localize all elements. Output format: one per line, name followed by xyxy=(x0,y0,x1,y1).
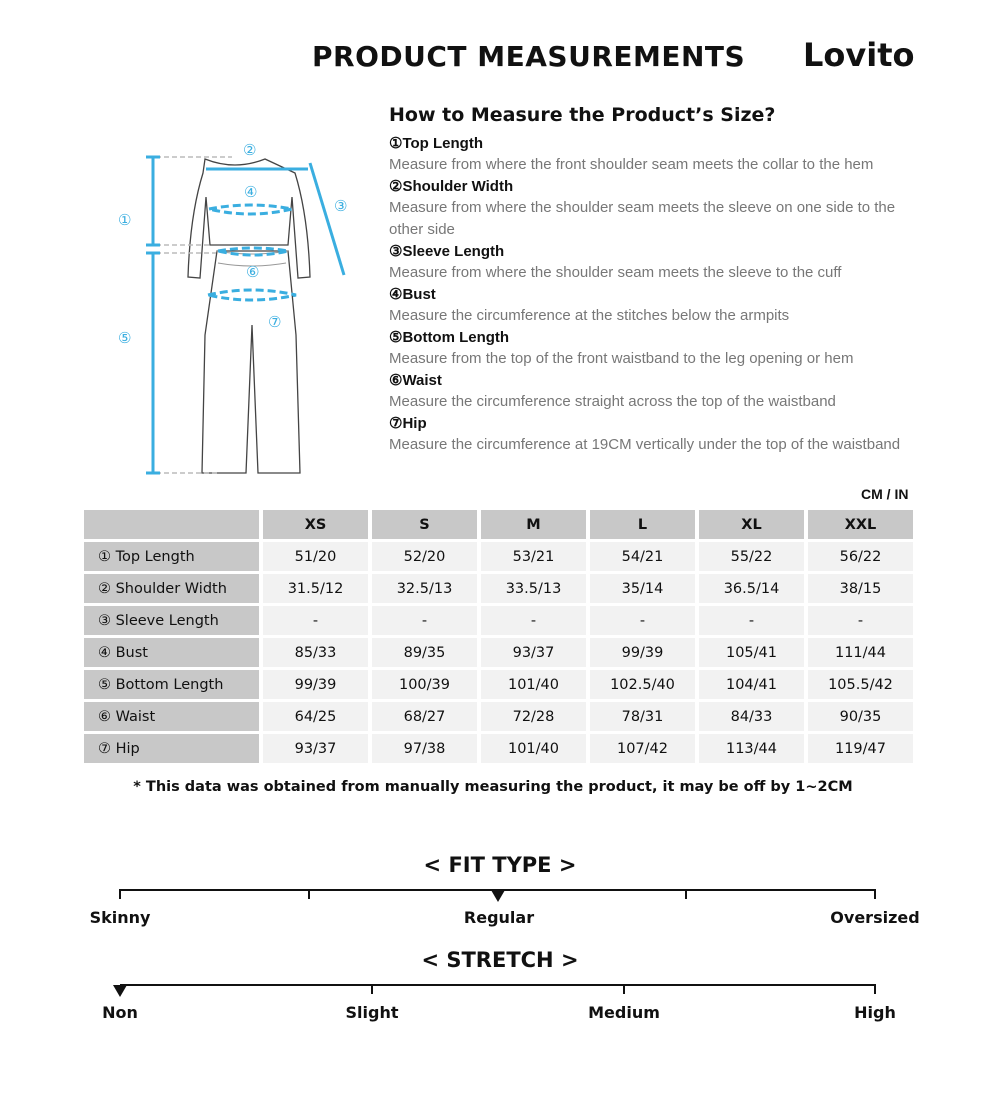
marker-4: ④ xyxy=(244,183,258,201)
stretch-scale xyxy=(120,984,875,986)
table-cell: - xyxy=(699,606,804,635)
guide-item xyxy=(389,134,949,176)
table-cell: 78/31 xyxy=(590,702,695,731)
table-cell: 35/14 xyxy=(590,574,695,603)
table-cell: 97/38 xyxy=(372,734,477,763)
table-cell: 111/44 xyxy=(808,638,913,667)
table-row xyxy=(84,734,913,763)
table-row xyxy=(84,574,913,603)
table-cell: 101/40 xyxy=(481,670,586,699)
fit-type-label: Skinny xyxy=(89,908,151,927)
guide-item-title: ①Top Length xyxy=(389,135,483,152)
table-cell: 113/44 xyxy=(699,734,804,763)
fit-type-tick xyxy=(685,889,687,899)
column-header: XXL xyxy=(808,510,913,539)
fit-type-tick xyxy=(119,889,121,899)
table-cell: 36.5/14 xyxy=(699,574,804,603)
pants-outline xyxy=(202,251,300,473)
table-cell: 38/15 xyxy=(808,574,913,603)
brand-logo: Lovito xyxy=(803,36,915,74)
table-cell: - xyxy=(481,606,586,635)
fit-type-label: Regular xyxy=(463,908,535,927)
table-cell: 33.5/13 xyxy=(481,574,586,603)
marker-2: ② xyxy=(243,141,257,159)
table-cell: 105.5/42 xyxy=(808,670,913,699)
guide-item-desc: Measure the circumference at the stitches below the armpits xyxy=(389,307,790,324)
table-cell: - xyxy=(263,606,368,635)
guide-item xyxy=(389,242,949,284)
fit-type-tick xyxy=(874,889,876,899)
table-cell: 93/37 xyxy=(481,638,586,667)
row-label: ⑦ Hip xyxy=(84,734,259,763)
table-cell: 51/20 xyxy=(263,542,368,571)
guide-item-title: ③Sleeve Length xyxy=(389,243,505,260)
column-header: XS xyxy=(263,510,368,539)
table-cell: 54/21 xyxy=(590,542,695,571)
stretch-tick xyxy=(371,984,373,994)
marker-7: ⑦ xyxy=(268,313,282,331)
table-cell: 31.5/12 xyxy=(263,574,368,603)
table-cell: 104/41 xyxy=(699,670,804,699)
guide-item-title: ④Bust xyxy=(389,286,436,303)
fit-type-title: < FIT TYPE > xyxy=(423,853,577,877)
row-label: ③ Sleeve Length xyxy=(84,606,259,635)
guide-item-desc: Measure the circumference at 19CM vertically under the top of the waistband xyxy=(389,436,901,453)
guide-item xyxy=(389,414,949,456)
table-row xyxy=(84,638,913,667)
table-cell: 100/39 xyxy=(372,670,477,699)
table-cell: 53/21 xyxy=(481,542,586,571)
marker-6: ⑥ xyxy=(246,263,260,281)
table-cell: 102.5/40 xyxy=(590,670,695,699)
guide-item-desc: Measure from where the front shoulder seam meets the collar to the hem xyxy=(389,156,874,173)
guide-heading: How to Measure the Product’s Size? xyxy=(389,104,776,126)
table-cell: 107/42 xyxy=(590,734,695,763)
table-cell: 52/20 xyxy=(372,542,477,571)
stretch-title: < STRETCH > xyxy=(421,948,579,972)
table-cell: 55/22 xyxy=(699,542,804,571)
column-header: XL xyxy=(699,510,804,539)
guide-item xyxy=(389,177,949,241)
guide-item-title: ②Shoulder Width xyxy=(389,178,514,195)
row-label: ① Top Length xyxy=(84,542,259,571)
row-label: ② Shoulder Width xyxy=(84,574,259,603)
table-cell: 101/40 xyxy=(481,734,586,763)
table-row xyxy=(84,702,913,731)
sleeve-length-line xyxy=(310,163,344,275)
stretch-tick xyxy=(623,984,625,994)
table-cell: 119/47 xyxy=(808,734,913,763)
row-label: ④ Bust xyxy=(84,638,259,667)
measurement-note: * This data was obtained from manually measuring the product, it may be off by 1~2CM xyxy=(133,779,853,795)
guide-item-title: ⑦Hip xyxy=(389,415,427,432)
guide-item-title: ⑤Bottom Length xyxy=(389,329,510,346)
guide-item-desc: Measure from the top of the front waistband to the leg opening or hem xyxy=(389,350,854,367)
table-cell: 64/25 xyxy=(263,702,368,731)
guide-item-title: ⑥Waist xyxy=(389,372,442,389)
guide-item xyxy=(389,285,949,327)
column-header: S xyxy=(372,510,477,539)
table-cell: 72/28 xyxy=(481,702,586,731)
table-row xyxy=(84,542,913,571)
guide-item xyxy=(389,371,949,413)
guide-item-desc: Measure from where the shoulder seam meets the sleeve on one side to the other side xyxy=(389,199,896,238)
row-label: ⑤ Bottom Length xyxy=(84,670,259,699)
table-cell: 90/35 xyxy=(808,702,913,731)
stretch-tick xyxy=(874,984,876,994)
table-cell: 99/39 xyxy=(590,638,695,667)
table-cell: 56/22 xyxy=(808,542,913,571)
marker-3: ③ xyxy=(334,197,348,215)
measure-guide xyxy=(389,104,949,457)
stretch-label: High xyxy=(854,1003,896,1022)
table-cell: 84/33 xyxy=(699,702,804,731)
table-cell: 32.5/13 xyxy=(372,574,477,603)
stretch-label: Non xyxy=(102,1003,138,1022)
table-cell: 68/27 xyxy=(372,702,477,731)
table-cell: 105/41 xyxy=(699,638,804,667)
marker-5: ⑤ xyxy=(118,329,132,347)
page-title: PRODUCT MEASUREMENTS xyxy=(312,40,746,73)
table-cell: 93/37 xyxy=(263,734,368,763)
stretch-label: Slight xyxy=(345,1003,399,1022)
unit-label: CM / IN xyxy=(861,486,909,502)
marker-1: ① xyxy=(118,211,132,229)
table-cell: - xyxy=(590,606,695,635)
fit-type-label: Oversized xyxy=(830,908,920,927)
guide-item-desc: Measure the circumference straight across the top of the waistband xyxy=(389,393,836,410)
table-cell: 99/39 xyxy=(263,670,368,699)
garment-illustration xyxy=(110,135,360,485)
stretch-label: Medium xyxy=(588,1003,660,1022)
column-header: L xyxy=(590,510,695,539)
guide-item xyxy=(389,328,949,370)
table-header-row xyxy=(84,510,913,539)
fit-type-marker xyxy=(491,890,505,902)
size-table xyxy=(80,507,917,766)
table-cell: - xyxy=(808,606,913,635)
table-cell: 85/33 xyxy=(263,638,368,667)
guide-item-desc: Measure from where the shoulder seam meets the sleeve to the cuff xyxy=(389,264,842,281)
table-corner xyxy=(84,510,259,539)
table-cell: 89/35 xyxy=(372,638,477,667)
fit-type-tick xyxy=(308,889,310,899)
table-row xyxy=(84,670,913,699)
table-row xyxy=(84,606,913,635)
table-cell: - xyxy=(372,606,477,635)
column-header: M xyxy=(481,510,586,539)
row-label: ⑥ Waist xyxy=(84,702,259,731)
stretch-marker xyxy=(113,985,127,997)
